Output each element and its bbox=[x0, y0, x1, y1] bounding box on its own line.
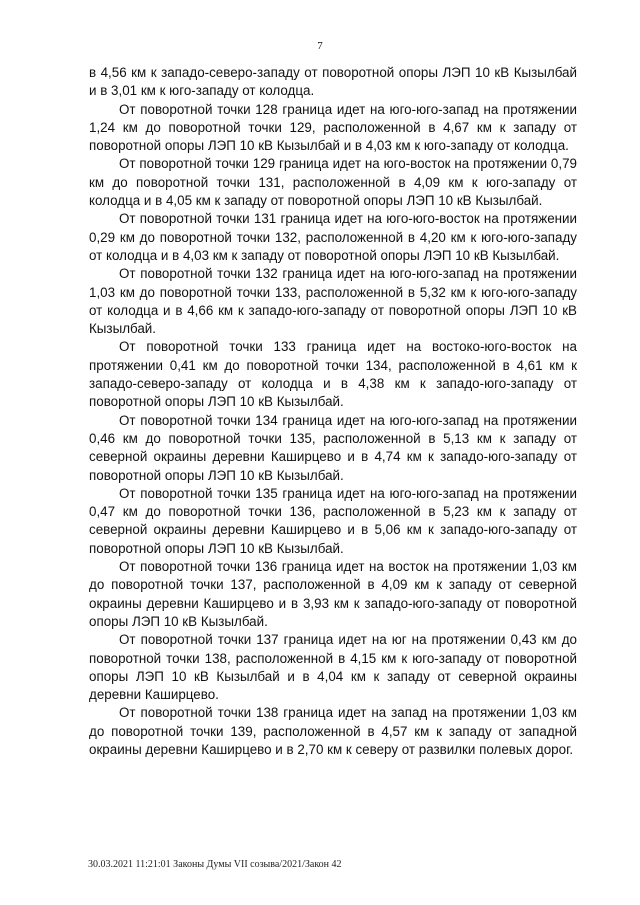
paragraph: От поворотной точки 133 граница идет на востоко-юго-восток на протяжении 0,41 км до поворотной точки 134, расположенной в 4,61 км к западо-северо-западу от колодца и в 4,38 км к западо-юго-западу от поворотной опоры ЛЭП 10 кВ Кызылбай. bbox=[89, 339, 577, 410]
paragraph: От поворотной точки 135 граница идет на юго-юго-запад на протяжении 0,47 км до поворотной точки 136, расположенной в 5,23 км к западу от северной окраины деревни Каширцево и в 5,06 км к западо-юго-западу от поворотной опоры ЛЭП 10 кВ Кызылбай. bbox=[89, 485, 577, 556]
paragraph: в 4,56 км к западо-северо-западу от поворотной опоры ЛЭП 10 кВ Кызылбай и в 3,01 км к юго-западу от колодца. bbox=[89, 65, 577, 99]
paragraph: От поворотной точки 134 граница идет на юго-юго-запад на протяжении 0,46 км до поворотной точки 135, расположенной в 5,13 км к западу от северной окраины деревни Каширцево и в 4,74 км к западо-юго-западу от поворотной опоры ЛЭП 10 кВ Кызылбай. bbox=[89, 412, 577, 483]
paragraph: От поворотной точки 129 граница идет на юго-восток на протяжении 0,79 км до поворотной точки 131, расположенной в 4,09 км к юго-западу от колодца и в 4,05 км к западу от поворотной опоры ЛЭП 10 кВ Кызылбай. bbox=[89, 156, 577, 209]
paragraph: От поворотной точки 137 граница идет на юг на протяжении 0,43 км до поворотной точки 138, расположенной в 4,15 км к юго-западу от поворотной опоры ЛЭП 10 кВ Кызылбай и в 4,04 км к западу от северной окраины деревни Каширцево. bbox=[89, 632, 577, 703]
document-body bbox=[89, 64, 577, 759]
paragraph: От поворотной точки 128 граница идет на юго-юго-запад на протяжении 1,24 км до поворотной точки 129, расположенной в 4,67 км к западу от поворотной опоры ЛЭП 10 кВ Кызылбай и в 4,03 км к юго-западу от колодца. bbox=[89, 101, 577, 154]
paragraph: От поворотной точки 131 граница идет на юго-юго-восток на протяжении 0,29 км до поворотной точки 132, расположенной в 4,20 км к юго-юго-западу от колодца и в 4,03 км к западу от поворотной опоры ЛЭП 10 кВ Кызылбай. bbox=[89, 211, 577, 263]
paragraph: От поворотной точки 132 граница идет на юго-юго-запад на протяжении 1,03 км до поворотной точки 133, расположенной в 5,32 км к юго-юго-западу от колодца и в 4,66 км к западо-юго-западу от поворотной опоры ЛЭП 10 кВ Кызылбай. bbox=[89, 266, 577, 337]
document-footer: 30.03.2021 11:21:01 Законы Думы VII созыва/2021/Закон 42 bbox=[88, 859, 342, 870]
paragraph: От поворотной точки 136 граница идет на восток на протяжении 1,03 км до поворотной точки 137, расположенной в 4,09 км к западу от северной окраины деревни Каширцево и в 3,93 км к западо-юго-западу от поворотной опоры ЛЭП 10 кВ Кызылбай. bbox=[89, 559, 577, 629]
page-number: 7 bbox=[317, 40, 323, 52]
paragraph: От поворотной точки 138 граница идет на запад на протяжении 1,03 км до поворотной точки 139, расположенной в 4,57 км к западу от западной окраины деревни Каширцево и в 2,70 км к северу от развилки полевых дорог. bbox=[89, 705, 577, 757]
